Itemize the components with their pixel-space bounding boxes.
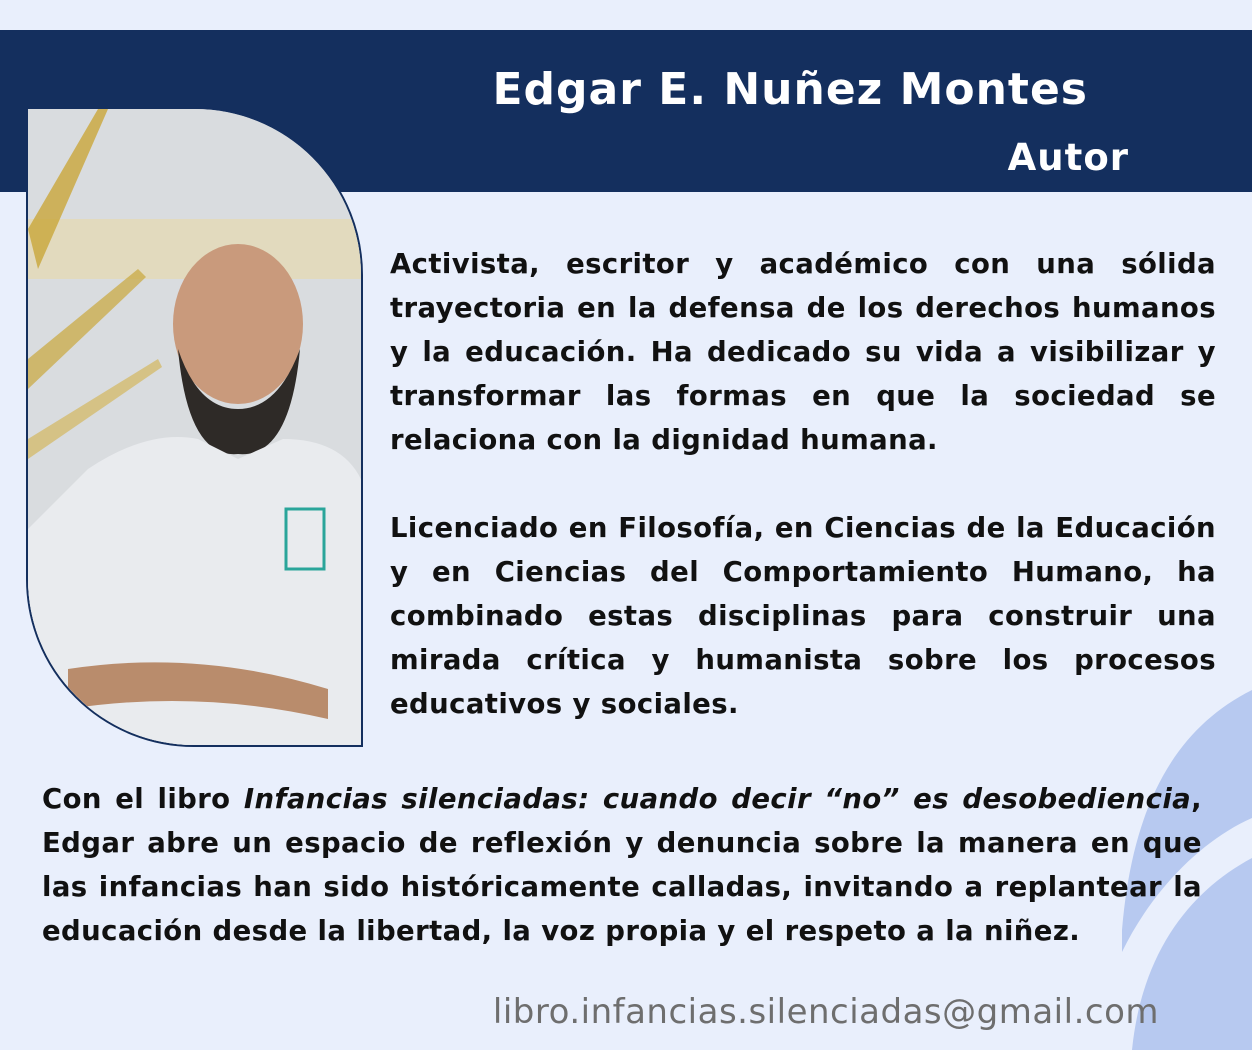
author-role: Autor xyxy=(1007,136,1129,179)
book-title: Infancias silenciadas: cuando decir “no” es desobediencia xyxy=(243,783,1192,815)
bio-paragraph: Activista, escritor y académico con una sólida trayectoria en la defensa de los derechos humanos y la educación. Ha dedicado su vida a visibilizar y transformar las formas en que la sociedad se relaciona con la dignidad humana. xyxy=(390,248,1216,456)
book-prefix: Con el libro xyxy=(42,783,244,815)
author-photo xyxy=(26,107,363,747)
book-paragraph xyxy=(42,777,1202,953)
contact-email: libro.infancias.silenciadas@gmail.com xyxy=(492,992,1159,1032)
book-suffix: , Edgar abre un espacio de reflexión y denuncia sobre la manera en que las infancias han sido históricamente calladas, invitando a replantear la educación desde la libertad, la voz propia y el respeto a la niñez. xyxy=(42,783,1202,947)
bio-paragraph: Licenciado en Filosofía, en Ciencias de la Educación y en Ciencias del Comportamiento Humano, ha combinado estas disciplinas para construir una mirada crítica y humanista sobre los procesos educativos y sociales. xyxy=(390,512,1216,720)
author-name: Edgar E. Nuñez Montes xyxy=(492,64,1088,115)
